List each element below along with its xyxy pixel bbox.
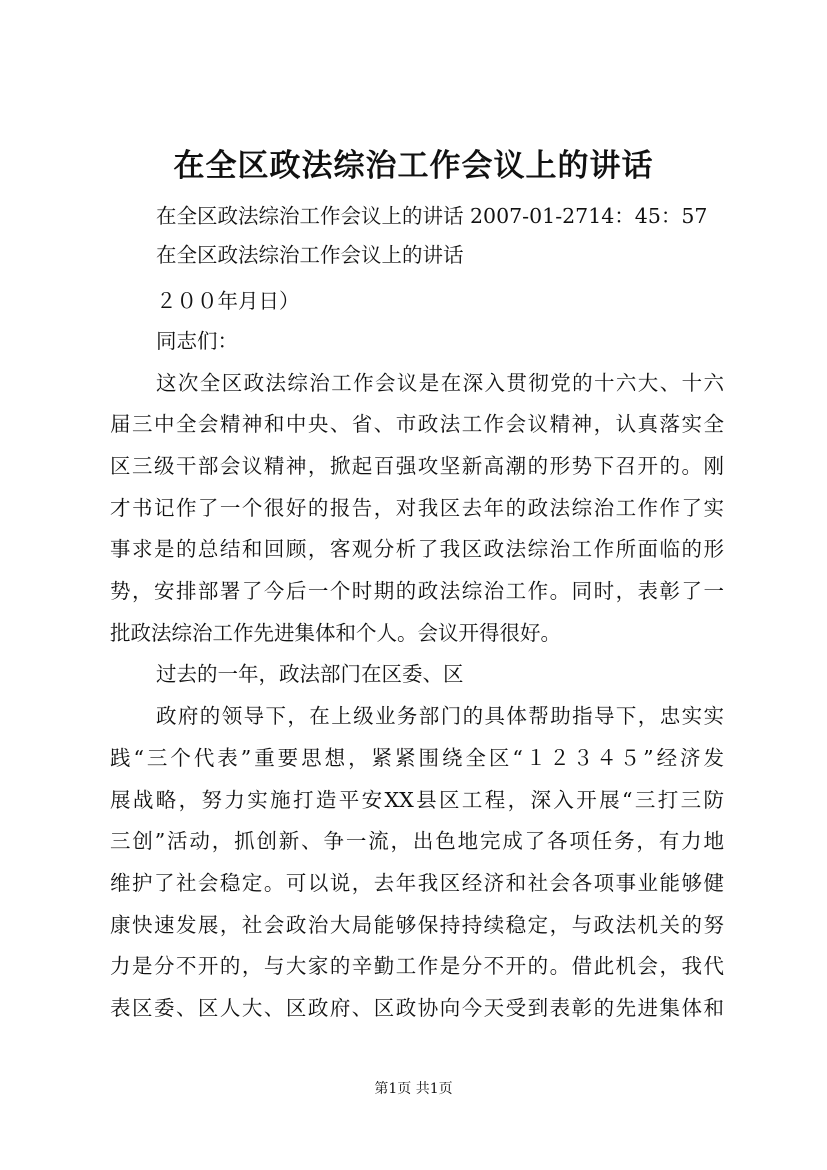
paragraph-line: 批政法综治工作先进集体和个人。会议开得很好。 xyxy=(110,621,561,645)
header-line-timestamp: 在全区政法综治工作会议上的讲话 2007-01-2714：45：57 xyxy=(156,204,708,228)
paragraph-line: 维护了社会稳定。可以说，去年我区经济和社会各项事业能够健 xyxy=(110,871,724,895)
paragraph-line: 三创”活动，抓创新、争一流，出色地完成了各项任务，有力地 xyxy=(110,829,724,853)
salutation: 同志们： xyxy=(156,329,238,353)
paragraph-line: 这次全区政法综治工作会议是在深入贯彻党的十六大、十六 xyxy=(156,371,724,395)
paragraph-line: 才书记作了一个很好的报告，对我区去年的政法综治工作作了实 xyxy=(110,496,724,520)
paragraph-line: 事求是的总结和回顾，客观分析了我区政法综治工作所面临的形 xyxy=(110,537,724,561)
header-line-subtitle: 在全区政法综治工作会议上的讲话 xyxy=(156,243,464,267)
page-footer: 第1页 共1页 xyxy=(374,1081,453,1097)
paragraph-line: 表区委、区人大、区政府、区政协向今天受到表彰的先进集体和 xyxy=(110,996,724,1020)
paragraph-line: 势，安排部署了今后一个时期的政法综治工作。同时，表彰了一 xyxy=(110,579,724,603)
document-title: 在全区政法综治工作会议上的讲话 xyxy=(173,148,654,184)
paragraph-line: 康快速发展，社会政治大局能够保持持续稳定，与政法机关的努 xyxy=(110,913,724,937)
paragraph-line: 展战略，努力实施打造平安XX县区工程，深入开展“三打三防 xyxy=(110,788,724,812)
paragraph-line: 践“三个代表”重要思想，紧紧围绕全区“１２３４５”经济发 xyxy=(110,746,724,770)
date-line: ２００年月日） xyxy=(156,289,300,313)
paragraph-line: 区三级干部会议精神，掀起百强攻坚新高潮的形势下召开的。刚 xyxy=(110,454,724,478)
paragraph-line: 政府的领导下，在上级业务部门的具体帮助指导下，忠实实 xyxy=(156,704,724,728)
paragraph-line: 过去的一年，政法部门在区委、区 xyxy=(156,662,464,686)
paragraph-line: 力是分不开的，与大家的辛勤工作是分不开的。借此机会，我代 xyxy=(110,954,724,978)
paragraph-line: 届三中全会精神和中央、省、市政法工作会议精神，认真落实全 xyxy=(110,412,724,436)
